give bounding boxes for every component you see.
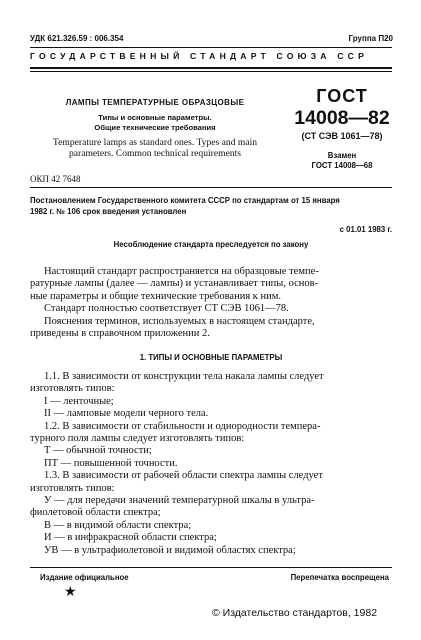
subtitle-line: Общие технические требования [94, 123, 216, 132]
english-title-line: Temperature lamps as standard ones. Types and main [52, 137, 258, 148]
replaces-block [283, 151, 401, 171]
paragraph-line: 1.3. В зависимости от рабочей области спектра лампы следует [44, 470, 323, 482]
paragraph-line: I — ленточные; [44, 395, 114, 407]
resolution-line: Постановлением Государственного комитета СССР по стандартам от 15 января [30, 196, 340, 205]
paragraph-line: УВ — в ультрафиолетовой и видимой областях спектра; [44, 544, 296, 556]
effective-date: с 01.01 1983 г. [339, 225, 392, 234]
penalty-notice: Несоблюдение стандарта преследуется по закону [113, 240, 309, 249]
group-code: Группа П20 [348, 34, 393, 43]
st-sev-reference: (СТ СЭВ 1061—78) [301, 131, 383, 141]
paragraph-line: 1.2. В зависимости от стабильности и однородности темпера- [44, 420, 321, 432]
section-heading: 1. ТИПЫ И ОСНОВНЫЕ ПАРАМЕТРЫ [139, 353, 283, 362]
replaces-label: Взамен [327, 151, 357, 160]
paragraph-line: У — для передачи значений температурной шкалы в ультра- [44, 495, 315, 507]
paragraph-line: изготовлять типов: [30, 383, 115, 395]
copyright-notice: © Издательство стандартов, 1982 [212, 607, 378, 619]
gost-label: ГОСТ [316, 86, 368, 106]
gost-number: 14008—82 [294, 107, 390, 129]
okp-rule [30, 187, 392, 188]
okp-code: ОКП 42 7648 [30, 174, 81, 184]
heading-rule-thin [30, 71, 392, 72]
paragraph-line: Пояснения терминов, используемых в настоящем стандарте, [44, 315, 315, 327]
english-title-line: parameters. Common technical requirements [68, 148, 242, 159]
gost-number-block [283, 86, 401, 171]
subtitle-line: Типы и основные параметры. [98, 113, 212, 122]
heading-rule-thick [30, 67, 392, 69]
footer-rule [30, 567, 392, 568]
paragraph-line: приведены в справочном приложении 2. [30, 328, 210, 340]
paragraph-line: В — в видимой области спектра; [44, 519, 192, 531]
replaces-standard: ГОСТ 14008—68 [311, 161, 373, 170]
resolution-text [30, 196, 392, 217]
section-1-text [30, 371, 392, 557]
paragraph-line: изготовлять типов: [30, 482, 115, 494]
paragraph-line: ПТ — повышенной точности. [44, 457, 178, 469]
intro-text [30, 266, 392, 340]
state-standard-heading: ГОСУДАРСТВЕННЫЙ СТАНДАРТ СОЮЗА ССР [30, 51, 369, 61]
paragraph-line: И — в инфракрасной области спектра; [44, 532, 217, 544]
paragraph-line: 1.1. В зависимости от конструкции тела накала лампы следует [44, 371, 324, 382]
udk-code: УДК 621.326.59 : 006.354 [30, 34, 124, 43]
standard-title: ЛАМПЫ ТЕМПЕРАТУРНЫЕ ОБРАЗЦОВЫЕ [65, 98, 245, 107]
paragraph-line: фиолетовой области спектра; [30, 507, 161, 519]
paragraph-line: Стандарт полностью соответствует СТ СЭВ 1061—78. [44, 303, 289, 315]
paragraph-line: Т — обычной точности; [44, 445, 152, 457]
paragraph-line: II — ламповые модели черного тела. [44, 408, 209, 420]
paragraph-line: Настоящий стандарт распространяется на образцовые темпе- [44, 266, 319, 277]
resolution-line: 1982 г. № 106 срок введения установлен [30, 206, 187, 216]
reprint-notice: Перепечатка воспрещена [290, 573, 389, 582]
title-block [30, 98, 280, 159]
top-rule [30, 47, 392, 48]
official-edition-label: Издание официальное [40, 573, 129, 582]
paragraph-line: ные параметры и общие технические требования к ним. [30, 290, 282, 302]
star-icon: ★ [64, 583, 77, 599]
paragraph-line: турного поля лампы следует изготовлять типов: [30, 433, 245, 445]
standard-subtitle [30, 113, 280, 133]
english-title [30, 137, 280, 159]
paragraph-line: ратурные лампы (далее — лампы) и устанавливает типы, основ- [30, 278, 319, 290]
